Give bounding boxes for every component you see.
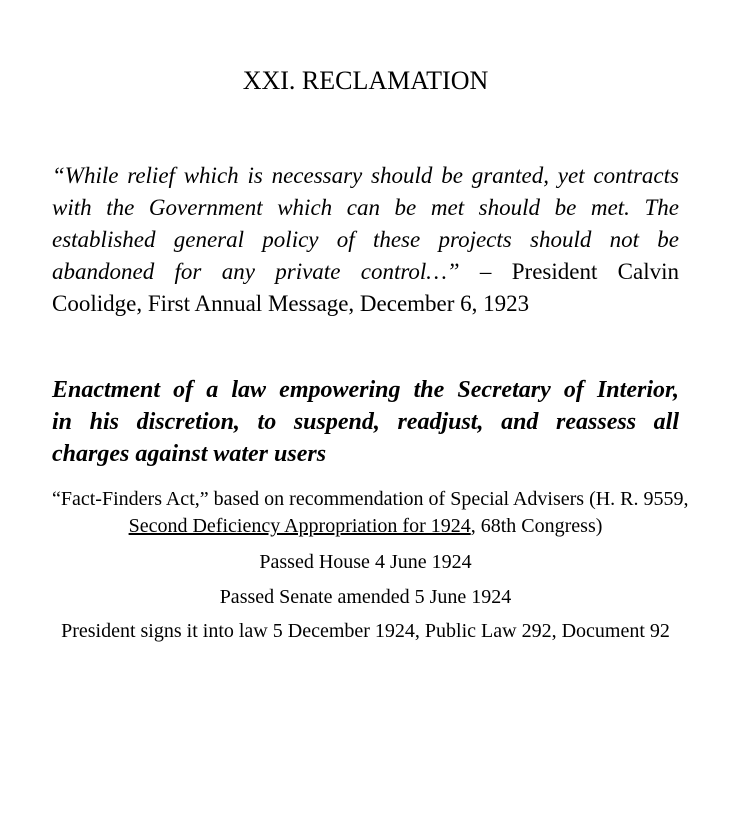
quote-line <box>52 256 679 288</box>
president-signs-line: President signs it into law 5 December 1924, Public Law 292, Document 92 <box>61 620 670 642</box>
quote-line: with the Government which can be met should be met. The <box>52 195 679 220</box>
page-title: XXI. RECLAMATION <box>242 66 489 95</box>
enactment-heading-line: charges against water users <box>52 441 327 467</box>
enactment-heading <box>52 374 679 470</box>
act-note-underlined-citation: Second Deficiency Appropriation for 1924 <box>128 515 471 537</box>
quote-attribution-end: Coolidge, First Annual Message, December 6, 1923 <box>52 291 530 316</box>
quote-line: established general policy of these projects should not be <box>52 227 679 252</box>
enactment-heading-line: in his discretion, to suspend, readjust, and reassess all <box>52 409 679 435</box>
passed-senate-line: Passed Senate amended 5 June 1924 <box>219 586 512 608</box>
quote-line: “While relief which is necessary should be granted, yet contracts <box>52 163 679 188</box>
act-source-note <box>52 486 689 540</box>
quote-attribution-start: – President Calvin <box>459 259 680 284</box>
enactment-heading-line: Enactment of a law empowering the Secretary of Interior, <box>52 377 679 403</box>
coolidge-quote-paragraph <box>52 160 679 320</box>
act-source-note-line <box>52 513 679 540</box>
act-note-line-rest: , 68th Congress) <box>470 515 603 537</box>
passed-house-line: Passed House 4 June 1924 <box>259 551 472 573</box>
quote-line-italic-part: abandoned for any private control…” <box>52 259 460 284</box>
act-source-note-line: “Fact-Finders Act,” based on recommendation of Special Advisers (H. R. 9559, <box>52 488 689 510</box>
